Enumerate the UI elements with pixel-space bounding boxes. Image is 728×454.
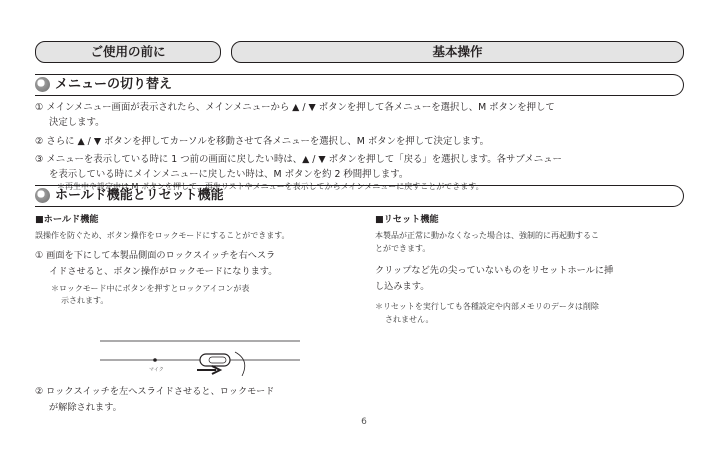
step-3-line-2: を表示している時にメインメニューに戻したい時は、M ボタンを約 2 秒間押します。 [49,169,409,180]
mic-hole-icon [153,358,157,362]
reset-intro-line-2: とができます。 [375,244,431,253]
hold-step-1-line-2: イドさせると、ボタン操作がロックモードになります。 [49,266,278,277]
hold-heading: ■ホールド機能 [35,214,99,225]
device-edge-curve [235,352,245,376]
page-number: 6 [361,417,367,427]
hold-step-1-line-1: ① 画面を下にして本製品側面のロックスイッチを右へスラ [35,250,276,261]
reset-body-line-2: し込みます。 [375,281,430,292]
step-1-line-1: ① メインメニュー画面が表示されたら、メインメニューから ▲ / ▼ ボタンを押して各メニューを選択し、M ボタンを押して [35,102,555,113]
hold-intro: 誤操作を防ぐため、ボタン操作をロックモードにすることができます。 [35,231,290,240]
section-header-menu-switch [35,74,684,96]
bullet-circle-icon [35,77,50,92]
hold-note-line-2: 示されます。 [61,296,109,305]
section-title: メニューの切り替え [55,77,173,92]
reset-note-line-2: されません。 [385,315,434,324]
step-2: ② さらに ▲ / ▼ ボタンを押してカーソルを移動させて各メニューを選択し、M ボタンを押して決定します。 [35,136,489,147]
section-title: ホールド機能とリセット機能 [55,188,224,203]
reset-intro-line-1: 本製品が正常に動かなくなった場合は、強制的に再起動するこ [375,231,599,240]
tab-basic-operation: 基本操作 [231,41,684,63]
step-1-line-2: 決定します。 [49,117,105,128]
hold-step-2-line-2: が解除されます。 [49,402,122,413]
lock-switch-diagram [100,330,300,376]
step-3-line-1: ③ メニューを表示している時に 1 つ前の画面に戻したい時は、▲ / ▼ ボタンを押して「戻る」を選択します。各サブメニュー [35,154,562,165]
menu-note: ＊再生中や設定中は M ボタンを押して、再生リストやメニューを表示してからメインメニューに戻すことができます。 [57,182,484,191]
section-header-hold-reset [35,185,684,207]
hold-note-line-1: ＊ロックモード中にボタンを押すとロックアイコンが表 [51,284,250,293]
reset-heading: ■リセット機能 [375,214,439,225]
bullet-circle-icon [35,188,50,203]
mic-label: マイク [149,367,164,373]
hold-step-2-line-1: ② ロックスイッチを左へスライドさせると、ロックモード [35,386,275,397]
reset-body-line-1: クリップなど先の尖っていないものをリセットホールに挿 [375,265,614,276]
tab-before-use: ご使用の前に [35,41,221,63]
reset-note-line-1: ＊リセットを実行しても各種設定や内部メモリのデータは削除 [375,302,599,311]
tab-bar [35,41,684,63]
